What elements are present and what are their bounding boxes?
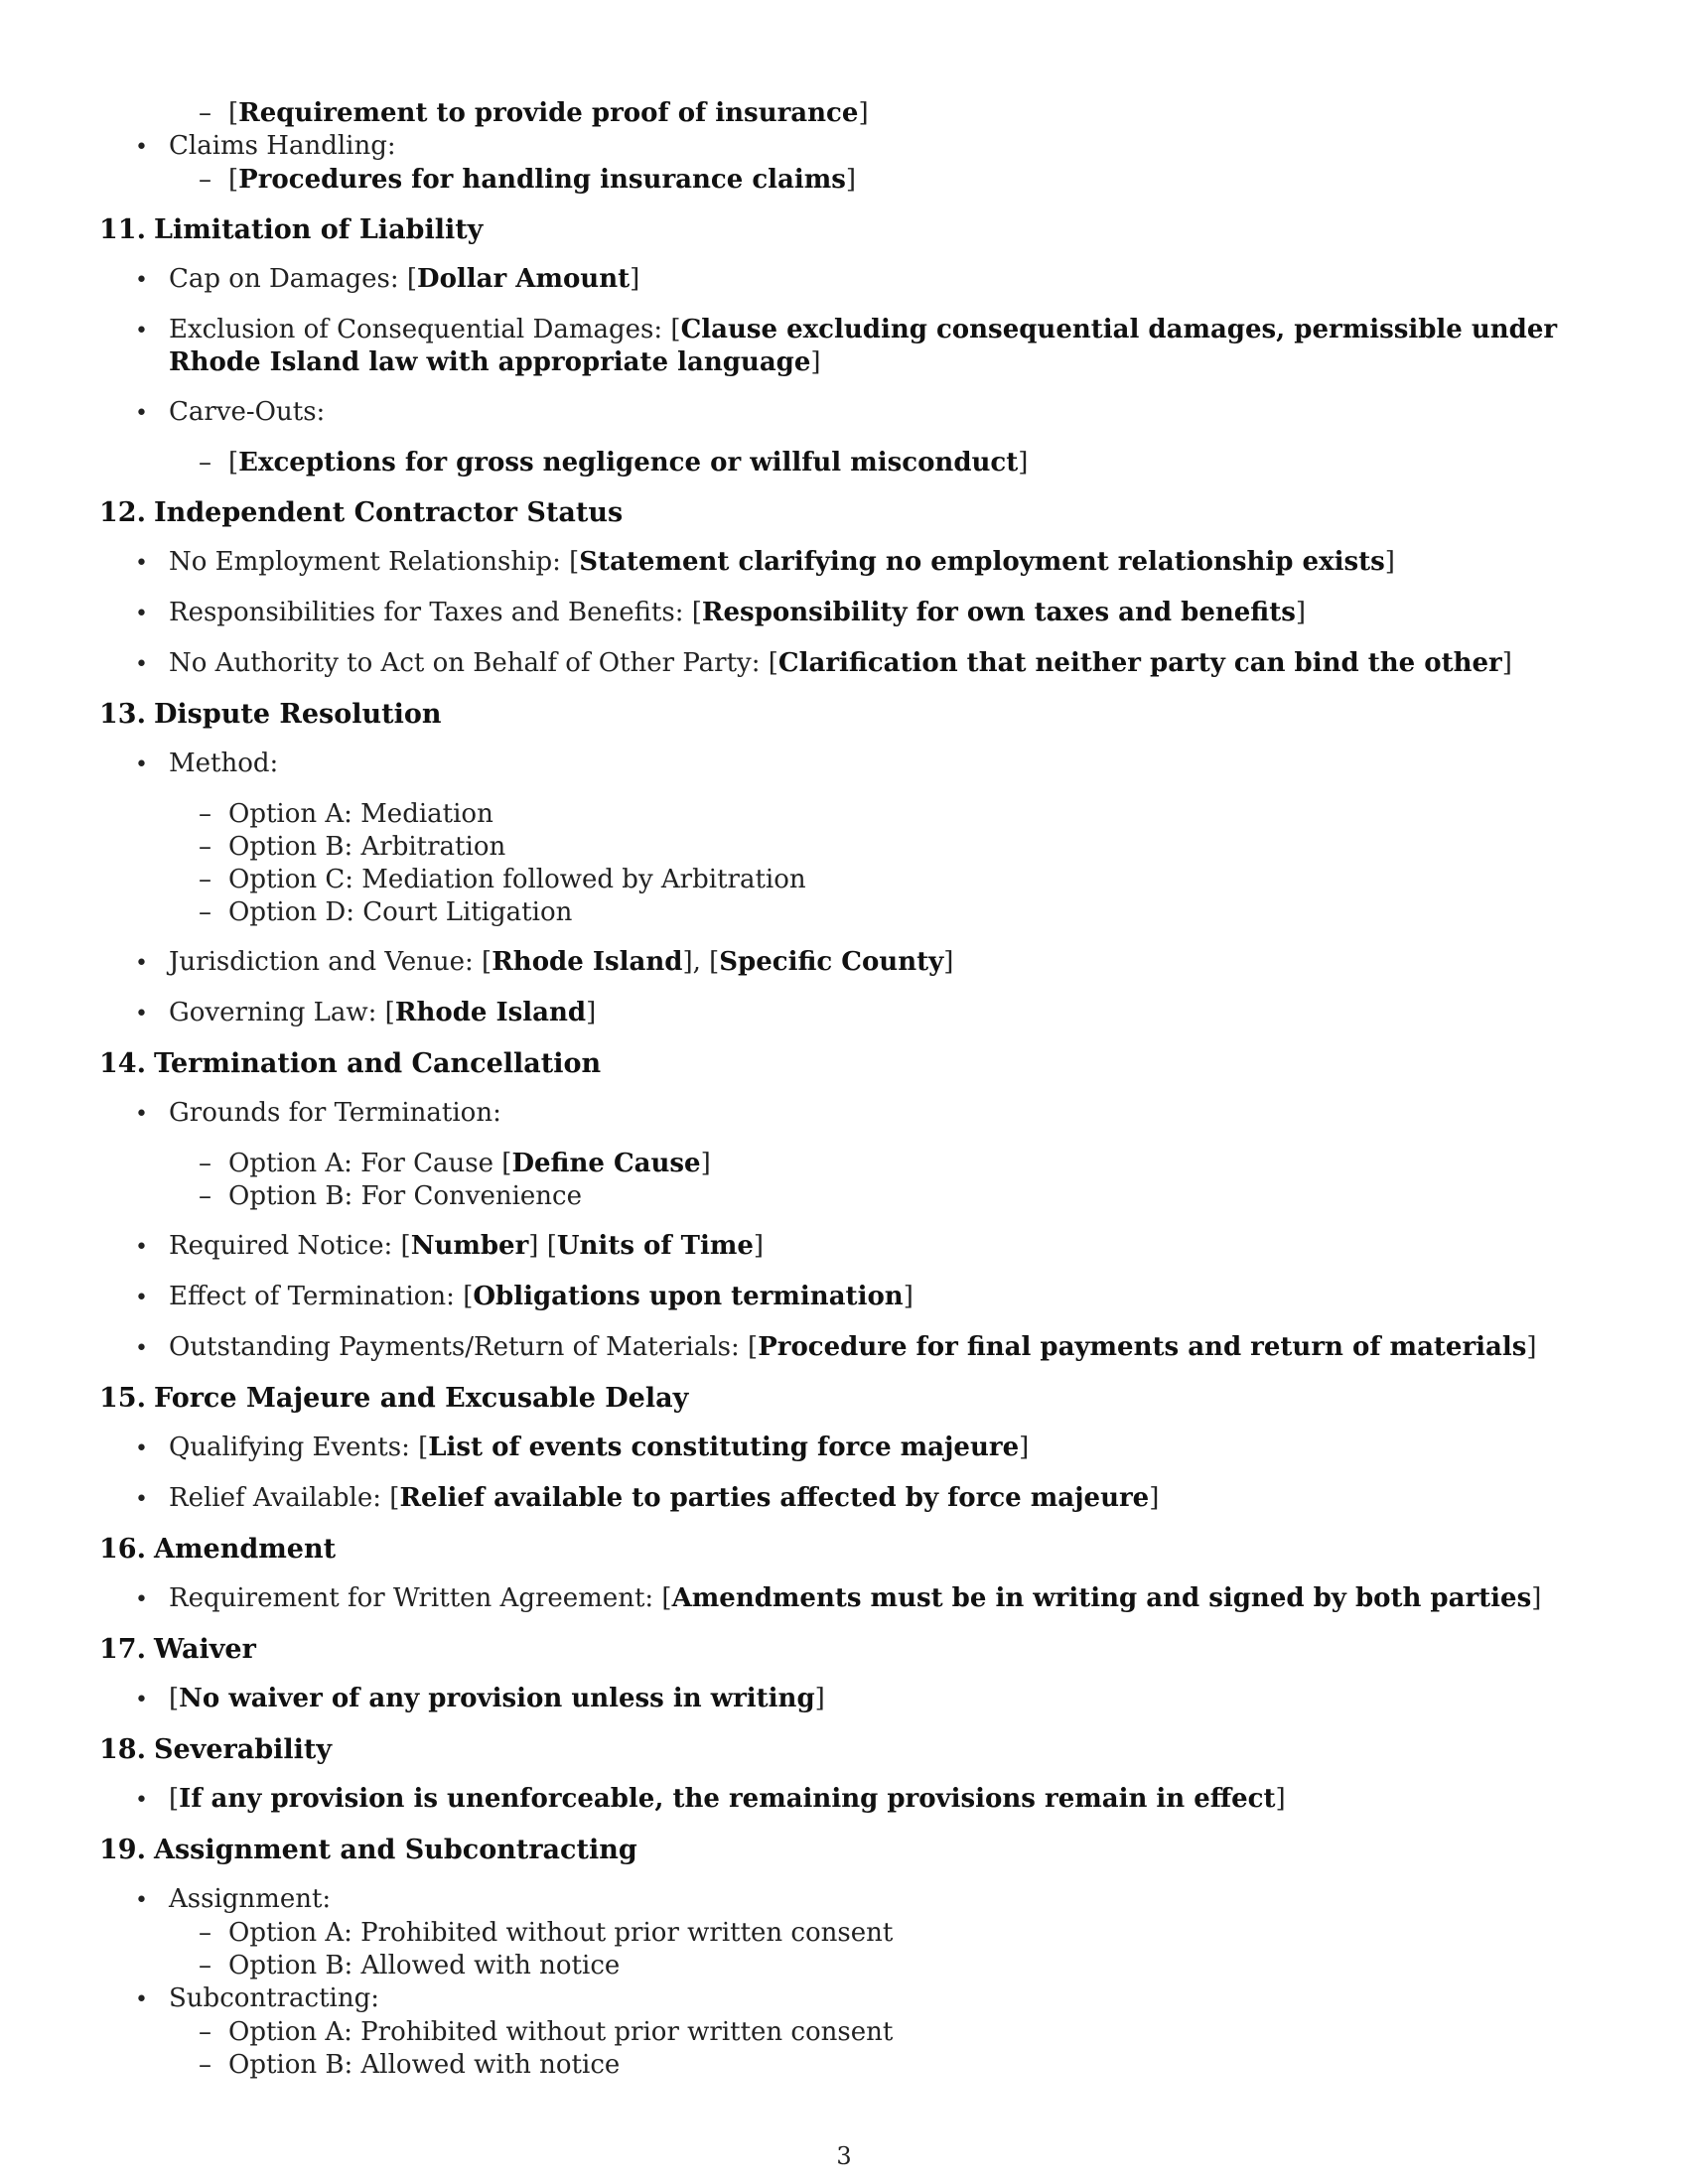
list-item: • Governing Law: [Rhode Island] (135, 998, 597, 1027)
list-item: – Option A: Prohibited without prior written consent (199, 2017, 894, 2047)
list-item: – [Procedures for handling insurance claims] (199, 165, 857, 195)
list-item: • Jurisdiction and Venue: [Rhode Island], [Specific County] (135, 947, 954, 977)
claims-label: Claims Handling: (169, 131, 396, 161)
placeholder-proof-of-insurance: Requirement to provide proof of insurance (238, 98, 859, 128)
list-item: – Option B: Allowed with notice (199, 1951, 621, 1980)
list-item: • Assignment: (135, 1884, 332, 1914)
list-item: – [Exceptions for gross negligence or willful misconduct] (199, 448, 1029, 478)
list-item: – Option B: For Convenience (199, 1181, 582, 1211)
section-heading: 15. Force Majeure and Excusable Delay (99, 1383, 689, 1414)
list-item: – Option C: Mediation followed by Arbitration (199, 865, 806, 894)
section-heading: 14. Termination and Cancellation (99, 1048, 602, 1079)
list-item: • Effect of Termination: [Obligations upon termination] (135, 1282, 914, 1311)
list-item: – Option A: Prohibited without prior written consent (199, 1918, 894, 1948)
list-item: • Cap on Damages: [Dollar Amount] (135, 264, 640, 294)
section-heading: 11. Limitation of Liability (99, 214, 484, 245)
list-item: • Exclusion of Consequential Damages: [Clause excluding consequential damages, permissible under Rhode Island law with appropriate language] (135, 315, 1558, 377)
list-item: – Option B: Allowed with notice (199, 2050, 621, 2080)
list-item: – Option A: Mediation (199, 799, 493, 829)
list-item: • Relief Available: [Relief available to parties affected by force majeure] (135, 1483, 1160, 1513)
list-item: • Subcontracting: (135, 1983, 380, 2013)
section-heading: 16. Amendment (99, 1534, 337, 1565)
section-heading: 12. Independent Contractor Status (99, 497, 624, 528)
section-heading: 13. Dispute Resolution (99, 699, 442, 730)
list-item: • Carve-Outs: (135, 397, 326, 427)
list-item: • Responsibilities for Taxes and Benefits: [Responsibility for own taxes and benefits] (135, 598, 1307, 627)
section-heading: 18. Severability (99, 1734, 333, 1765)
section-heading: 17. Waiver (99, 1634, 256, 1665)
page-number: 3 (836, 2142, 852, 2170)
list-item: – [Requirement to provide proof of insurance] (199, 98, 869, 128)
placeholder-claims: Procedures for handling insurance claims (238, 165, 846, 195)
list-item: • Outstanding Payments/Return of Materials: [Procedure for final payments and return of materials] (135, 1332, 1537, 1362)
list-item: • Method: (135, 749, 279, 778)
list-item: • [If any provision is unenforceable, the remaining provisions remain in effect] (135, 1784, 1286, 1814)
list-item: • Requirement for Written Agreement: [Amendments must be in writing and signed by both parties] (135, 1583, 1542, 1613)
list-item: • Claims Handling: (99, 130, 1589, 164)
list-item: • Qualifying Events: [List of events constituting force majeure] (135, 1433, 1030, 1462)
list-item: – Option B: Arbitration (199, 832, 506, 862)
list-item: • Grounds for Termination: (135, 1098, 501, 1128)
list-item: – Option D: Court Litigation (199, 897, 573, 927)
list-item: – Option A: For Cause [Define Cause] (199, 1149, 711, 1178)
section-heading: 19. Assignment and Subcontracting (99, 1835, 637, 1865)
list-item: • Required Notice: [Number] [Units of Time] (135, 1231, 765, 1261)
list-item: • No Authority to Act on Behalf of Other Party: [Clarification that neither party can bind the other] (135, 648, 1512, 678)
list-item: • No Employment Relationship: [Statement clarifying no employment relationship exists] (135, 547, 1395, 577)
list-item: • [No waiver of any provision unless in writing] (135, 1684, 825, 1713)
